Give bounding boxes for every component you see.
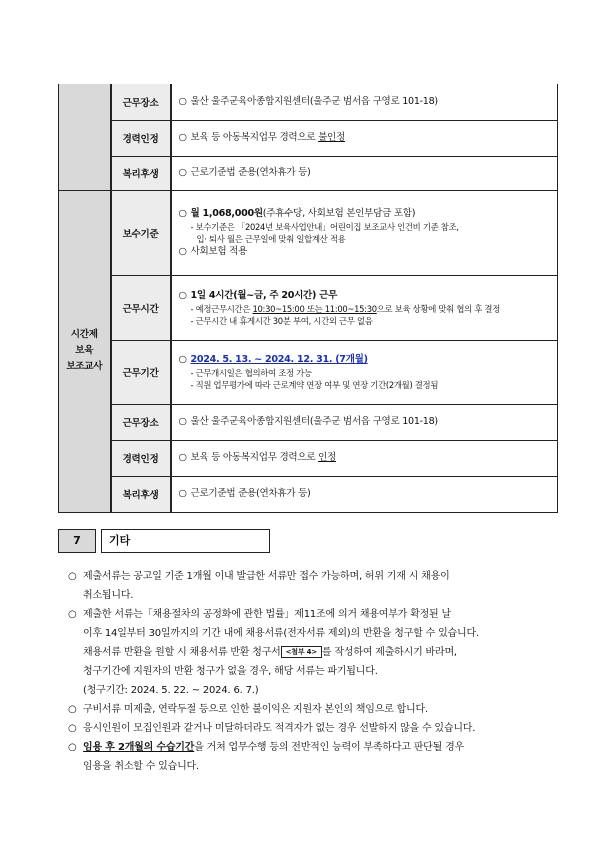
row-label: 복리후생 — [111, 156, 171, 190]
row-label: 근무장소 — [111, 84, 171, 120]
row-value: ○ 2024. 5. 13. ~ 2024. 12. 31. (7개월) - 근무개시일은 협의하여 조정 가능 - 직원 업무평가에 따라 근로계약 연장 여부 및 연장 기간(2개월) 결정됨 — [171, 340, 558, 404]
table-row — [59, 156, 558, 190]
category-cell-empty — [59, 84, 111, 190]
table-row — [59, 275, 558, 340]
list-item: ○ 제출한 서류는「채용절차의 공정화에 관한 법률」제11조에 의거 채용여부가 확정된 날 이후 14일부터 30일까지의 기간 내에 채용서류(전자서류 제외)의 반환을 청구할 수 있습니다. 채용서류 반환을 원할 시 채용서류 반환 청구서 <첨부 4> 를 작성하여 제출하시기 바라며, 청구기간에 지원자의 반환 청구가 없을 경우, 해당 서류는 파기됩니다. (청구기간: 2024. 5. 22. ~ 2024. 6. 7.) — [68, 609, 479, 696]
row-value: ○ 보육 등 아동복지업무 경력으로 불인정 — [171, 120, 558, 156]
category-cell: 시간제 보육 보조교사 — [59, 190, 111, 512]
section-number: 7 — [58, 529, 96, 553]
row-value: ○ 1일 4시간(월~금, 주 20시간) 근무 - 예정근무시간은 10:30~15:00 또는 11:00~15:30으로 보육 상황에 맞춰 협의 후 결정 - 근무시간 내 휴게시간 30분 부여, 시간외 근무 없음 — [171, 275, 558, 340]
row-label: 경력인정 — [111, 120, 171, 156]
row-label: 근무시간 — [111, 275, 171, 340]
employment-conditions-table — [58, 84, 558, 513]
list-item: ○ 응시인원이 모집인원과 같거나 미달하더라도 적격자가 없는 경우 선발하지 않을 수 있습니다. — [68, 723, 476, 734]
row-label: 근무장소 — [111, 404, 171, 440]
list-item: ○ 구비서류 미제출, 연락두절 등으로 인한 불이익은 지원자 본인의 책임으로 합니다. — [68, 704, 428, 715]
table-row — [59, 440, 558, 476]
row-value: ○ 울산 울주군육아종합지원센터(울주군 범서읍 구영로 101-18) — [171, 404, 558, 440]
row-value: ○ 월 1,068,000원(주휴수당, 사회보험 본인부담금 포함) - 보수기준은 「2024년 보육사업안내」어린이집 보조교사 인건비 기준 참조, 입· 퇴사 월은 근무일에 맞춰 일할계산 적용 ○ 사회보험 적용 — [171, 190, 558, 275]
row-label: 근무기간 — [111, 340, 171, 404]
table-row — [59, 404, 558, 440]
table-row — [59, 340, 558, 404]
table-row — [59, 190, 558, 275]
list-item: ○ 임용 후 2개월의 수습기간을 거쳐 업무수행 등의 전반적인 능력이 부족하다고 판단될 경우 임용을 취소할 수 있습니다. — [68, 742, 464, 772]
row-value: ○ 근로기준법 준용(연차휴가 등) — [171, 156, 558, 190]
section-title: 기타 — [101, 529, 270, 553]
row-value: ○ 근로기준법 준용(연차휴가 등) — [171, 476, 558, 512]
section-header — [58, 529, 270, 553]
table-row — [59, 84, 558, 120]
row-value: ○ 보육 등 아동복지업무 경력으로 인정 — [171, 440, 558, 476]
table-row — [59, 120, 558, 156]
row-value: ○ 울산 울주군육아종합지원센터(울주군 범서읍 구영로 101-18) — [171, 84, 558, 120]
table-row — [59, 476, 558, 512]
row-label: 복리후생 — [111, 476, 171, 512]
notes-list — [68, 567, 546, 776]
attachment-badge: <첨부 4> — [281, 646, 322, 658]
list-item: ○ 제출서류는 공고일 기준 1개월 이내 발급한 서류만 접수 가능하며, 허위 기재 시 채용이 취소됩니다. — [68, 571, 450, 601]
row-label: 경력인정 — [111, 440, 171, 476]
row-label: 보수기준 — [111, 190, 171, 275]
